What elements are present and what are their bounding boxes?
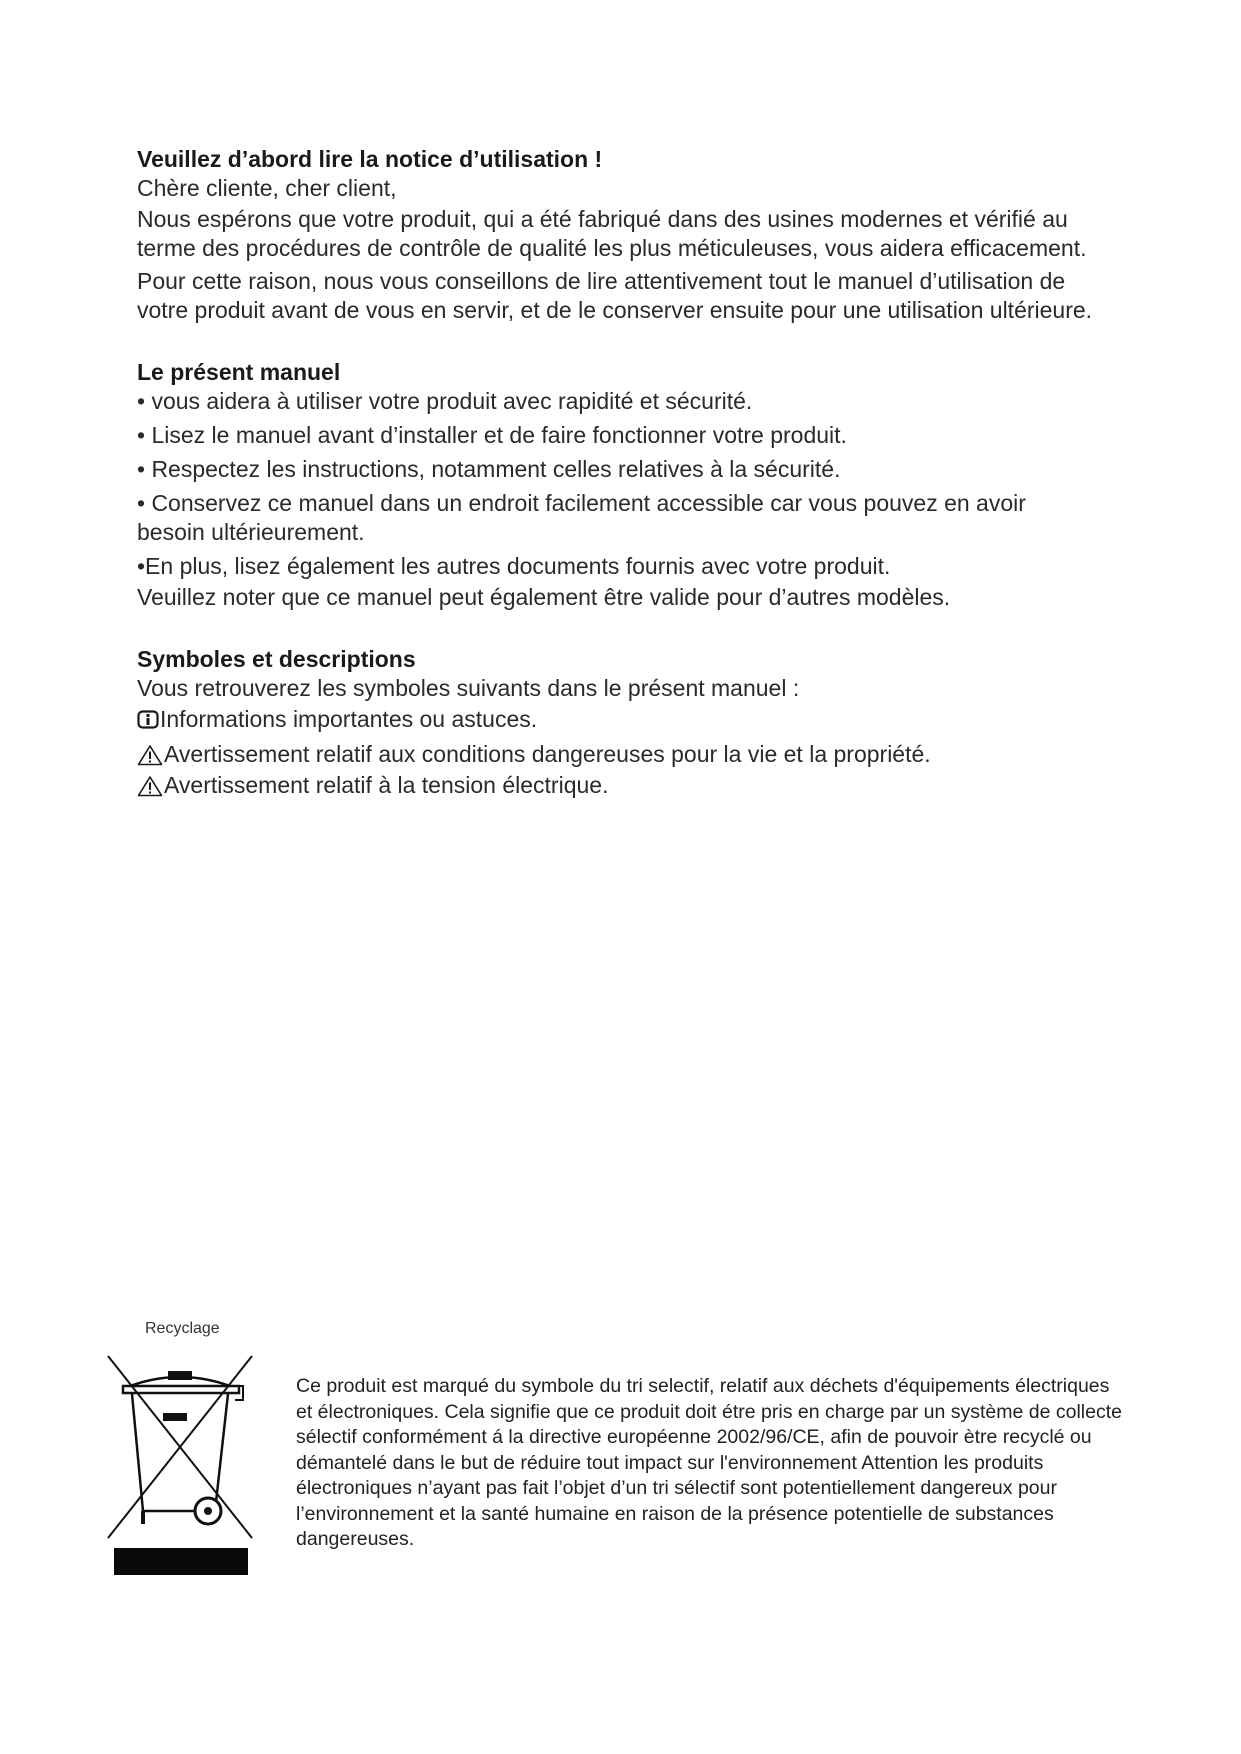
intro-title: Veuillez d’abord lire la notice d’utilisation ! [137,146,603,172]
symbols-intro: Vous retrouverez les symboles suivants dans le présent manuel : [137,675,800,701]
intro-paragraph-1: Nous espérons que votre produit, qui a été fabriqué dans des usines modernes et vérifié au terme des procédures de contrôle de qualité les plus méticuleuses, vous aidera efficacement. [137,206,1087,261]
manual-title: Le présent manuel [137,359,341,385]
recycling-label: Recyclage [145,1320,220,1337]
symbol-item-text: Informations importantes ou astuces. [160,706,538,732]
recycling-symbol [105,1320,275,1580]
symbol-item-text: Avertissement relatif à la tension électrique. [164,772,609,798]
info-icon [137,710,159,730]
manual-section [137,358,1097,612]
manual-bullet: • vous aidera à utiliser votre produit avec rapidité et sécurité. [137,388,753,414]
warning-icon [137,744,163,766]
warning-icon [137,775,163,797]
symbol-item-warning-voltage [137,771,1097,800]
symbols-title: Symboles et descriptions [137,646,416,672]
manual-bullet: • Conservez ce manuel dans un endroit facilement accessible car vous pouvez en avoir besoin ultérieurement. [137,490,1026,545]
symbols-section [137,645,1097,800]
symbol-item-warning-danger [137,740,1097,769]
manual-bullet: • Lisez le manuel avant d’installer et de faire fonctionner votre produit. [137,422,847,448]
symbol-item-text: Avertissement relatif aux conditions dangereuses pour la vie et la propriété. [164,741,931,767]
main-content [137,145,1097,804]
greeting: Chère cliente, cher client, [137,175,397,201]
intro-paragraph-2: Pour cette raison, nous vous conseillons de lire attentivement tout le manuel d’utilisation de votre produit avant de vous en servir, et de le conserver ensuite pour une utilisation ultérieure. [137,268,1093,323]
symbol-item-info [137,705,1097,734]
recycling-description: Ce produit est marqué du symbole du tri selectif, relatif aux déchets d'équipements électriques et électroniques. Cela signifie que ce produit doit étre pris en charge par un système de collecte sélectif conformément á la directive européenne 2002/96/CE, afin de pouvoir ètre recyclé ou démantelé dans le but de réduire tout impact sur l'environnement Attention les produits électroniques n’ayant pas fait l’objet d’un tri sélectif sont potentiellement dangereux pour l’environnement et la santé humaine en raison de la présence potentielle de substances dangereuses. [296,1375,1122,1550]
manual-bullet: • Respectez les instructions, notamment celles relatives à la sécurité. [137,456,841,482]
crossed-out-wheelie-bin-icon [105,1346,255,1576]
manual-note: Veuillez noter que ce manuel peut également être valide pour d’autres modèles. [137,584,951,610]
manual-bullet: •En plus, lisez également les autres documents fournis avec votre produit. [137,553,891,579]
